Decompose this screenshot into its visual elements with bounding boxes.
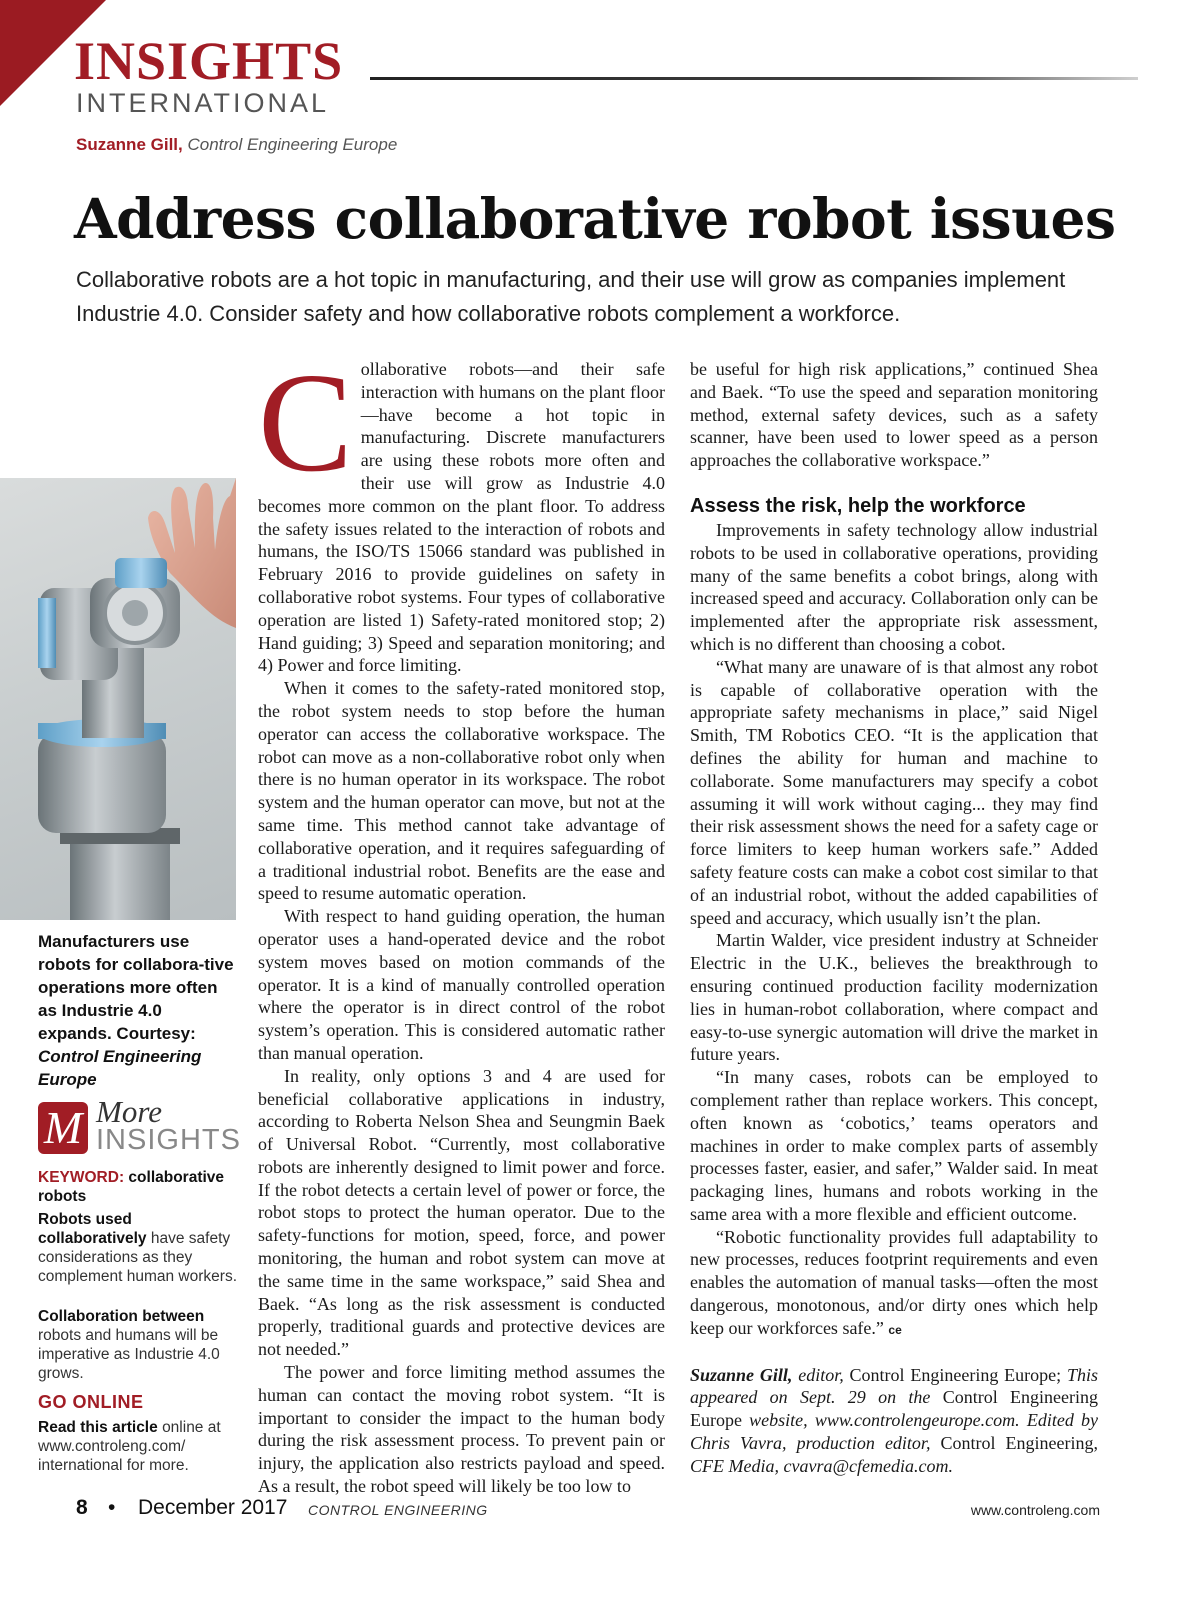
article-column-1 xyxy=(258,343,665,1498)
footer-bullet: • xyxy=(108,1496,116,1519)
credit-org-2: Control Engineering Europe xyxy=(690,1387,1099,1431)
credit-appeared: This appeared on Sept. 29 on the xyxy=(690,1364,1099,1408)
more-insights-badge: M xyxy=(38,1102,88,1154)
issue-date: December 2017 xyxy=(138,1496,288,1519)
go-online-heading: GO ONLINE xyxy=(38,1392,144,1412)
page-number: 8 xyxy=(76,1496,88,1519)
sidebar-item-2 xyxy=(38,1307,238,1383)
paragraph-1-text: ollaborative robots—and their safe interaction with humans on the plant floor—have become a hot topic in manufacturing. Discrete manufacturers are using these robots more often and their use will grow as Industrie 4.0 becomes more common on the plant floor. To address the safety issues related to the interaction of robots and humans, the ISO/TS 15066 standard was published in February 2016 to provide guidelines on safety in collaborative robot systems. Four types of collaborative operation are listed 1) Safety-rated monitored stop; 2) Hand guiding; 3) Speed and separation monitoring; and 4) Power and force limiting. xyxy=(258,359,665,676)
section-subtitle: INTERNATIONAL xyxy=(76,88,330,118)
sidebar-item-1 xyxy=(38,1210,238,1286)
paragraph-9: Martin Walder, vice president industry at Schneider Electric in the U.K., believes the breakthrough to ensuring continued production facility modernization lies in human-robot collaboration, where compact and easy-to-use synergic automation will drive the market in future years. xyxy=(690,930,1098,1065)
end-mark: ce xyxy=(888,1322,902,1337)
byline xyxy=(76,135,397,155)
sidebar-item-1-bold: Robots used collaboratively xyxy=(38,1211,147,1247)
credit-name: Suzanne Gill, xyxy=(690,1364,793,1385)
author-credit xyxy=(690,1364,1098,1478)
more-insights-title: INSIGHTS xyxy=(96,1124,241,1156)
more-insights-word: More xyxy=(96,1094,162,1129)
read-article-bold: Read this article xyxy=(38,1419,158,1436)
author-name: Suzanne Gill, xyxy=(76,135,183,154)
paragraph-10: “In many cases, robots can be employed to complement rather than replace workers. This concept, often known as ‘cobotics,’ teams operators and machines in order to make complex parts of assembly processes faster, easier, and safer,” Walder said. In meat packaging lines, humans and robots working in the same area with a more flexible and efficient outcome. xyxy=(690,1067,1098,1224)
paragraph-11 xyxy=(690,1226,1098,1342)
credit-tail: CFE Media, cvavra@cfemedia.com. xyxy=(690,1455,953,1476)
article-column-2 xyxy=(690,358,1098,1478)
more-insights-logo xyxy=(38,1094,248,1158)
drop-cap: C xyxy=(258,343,353,501)
sidebar-item-2-bold: Collaboration between xyxy=(38,1308,205,1325)
sidebar-read-online xyxy=(38,1418,238,1475)
caption-credit: Control Engineering Europe xyxy=(38,1047,202,1089)
read-article-link[interactable]: online at www.controleng.com/ international for more. xyxy=(38,1419,221,1474)
keyword-label: KEYWORD: xyxy=(38,1169,125,1186)
paragraph-11-text: “Robotic functionality provides full adaptability to new processes, reduces footprint requirements and even enables the automation of manual tasks—often the most dangerous, monotonous, and/or dirty ones which help keep our workforces safe.” xyxy=(690,1226,1098,1338)
author-org: Control Engineering Europe xyxy=(187,135,398,154)
deck: Collaborative robots are a hot topic in manufacturing, and their use will grow as companies implement Industrie 4.0. Consider safety and how collaborative robots complement a workforce. xyxy=(76,267,1066,326)
robot-arm-photo xyxy=(0,478,236,920)
credit-org-3: Control Engineering, xyxy=(940,1433,1099,1454)
paragraph-5: The power and force limiting method assumes the human can contact the moving robot system. “It is important to consider the impact to the human body during the risk assessment process. To prevent pain or injury, the application also restricts payload and speed. As a result, the robot speed will likely be too low to xyxy=(258,1362,665,1497)
headline: Address collaborative robot issues xyxy=(74,186,1116,251)
credit-org-1: Control Engineering Europe; xyxy=(849,1364,1062,1385)
sidebar-keyword xyxy=(38,1168,238,1206)
credit-web: website, www.controlengeurope.com. Edited by Chris Vavra, production editor, xyxy=(690,1410,1098,1454)
paragraph-6: be useful for high risk applications,” continued Shea and Baek. “To use the speed and separation monitoring method, external safety devices, such as a safety scanner, have been used to lower speed as a person approaches the collaborative workspace.” xyxy=(690,359,1098,471)
magazine-name: CONTROL ENGINEERING xyxy=(308,1502,488,1518)
paragraph-4: In reality, only options 3 and 4 are used for beneficial collaborative applications in industry, according to Roberta Nelson Shea and Seungmin Baek of Universal Robot. “Currently, most collaborative robots are inherently designed to limit power and force. If the robot detects a certain level of power or force, the robot stops to protect the human operator. Due to the safety-functions for motion, speed, force, and power monitoring, the human and robot system can move at the same time in the same workspace,” said Shea and Baek. “As long as the risk assessment is conducted properly, traditional guards and protective devices are not needed.” xyxy=(258,1065,665,1360)
paragraph-3: With respect to hand guiding operation, the human operator uses a hand-operated device and the robot system moves based on motion commands of the operator. It is a kind of manually controlled operation where the operator is in direct control of the robot system’s operation. This is considered automatic rather than manual operation. xyxy=(258,906,665,1063)
page-footer xyxy=(76,1496,1100,1526)
credit-role: editor, xyxy=(798,1364,844,1385)
subheading: Assess the risk, help the workforce xyxy=(690,494,1026,517)
keyword-value: collaborative robots xyxy=(38,1169,225,1205)
robot-arm-illustration xyxy=(0,478,236,920)
paragraph-8: “What many are unaware of is that almost any robot is capable of collaborative operation with the appropriate safety mechanisms in place,” said Nigel Smith, TM Robotics CEO. “It is the application that defines the ability for human and machine to collaborate. Some manufacturers may specify a cobot assuming it will work without caging... they may find their risk assessment shows the need for a safety cage or force limiters to keep human workers safe.” Added safety feature costs can make a cobot cost similar to that of an industrial robot, without the added capabilities of speed and accuracy, which usually isn’t the plan. xyxy=(690,656,1098,928)
paragraph-7: Improvements in safety technology allow industrial robots to be used in collaborative operations, providing many of the same benefits a cobot brings, along with increased speed and accuracy. Collaboration only can be implemented after the appropriate risk assessment, which is no different than choosing a cobot. xyxy=(690,519,1098,654)
paragraph-1 xyxy=(258,343,665,677)
section-title: INSIGHTS xyxy=(74,31,344,91)
paragraph-2: When it comes to the safety-rated monitored stop, the robot system needs to stop before the human operator can access the collaborative workspace. The robot can move as a non-collaborative robot only when there is no human operator in its workspace. The robot system and the human operator can move, but not at the same time. This method cannot take advantage of collaborative operation, and it requires safeguarding of a traditional industrial robot. Benefits are the ease and speed to resume automatic operation. xyxy=(258,678,665,904)
caption-text: Manufacturers use robots for collabora-tive operations more often as Industrie 4.0 expands. Courtesy: xyxy=(38,932,234,1043)
header-rule xyxy=(370,77,1138,80)
footer-url[interactable]: www.controleng.com xyxy=(970,1502,1100,1518)
sidebar-item-1-text: have safety considerations as they complement human workers. xyxy=(38,1230,237,1285)
photo-caption xyxy=(38,930,238,1091)
sidebar-item-2-text: robots and humans will be imperative as Industrie 4.0 grows. xyxy=(38,1327,220,1382)
